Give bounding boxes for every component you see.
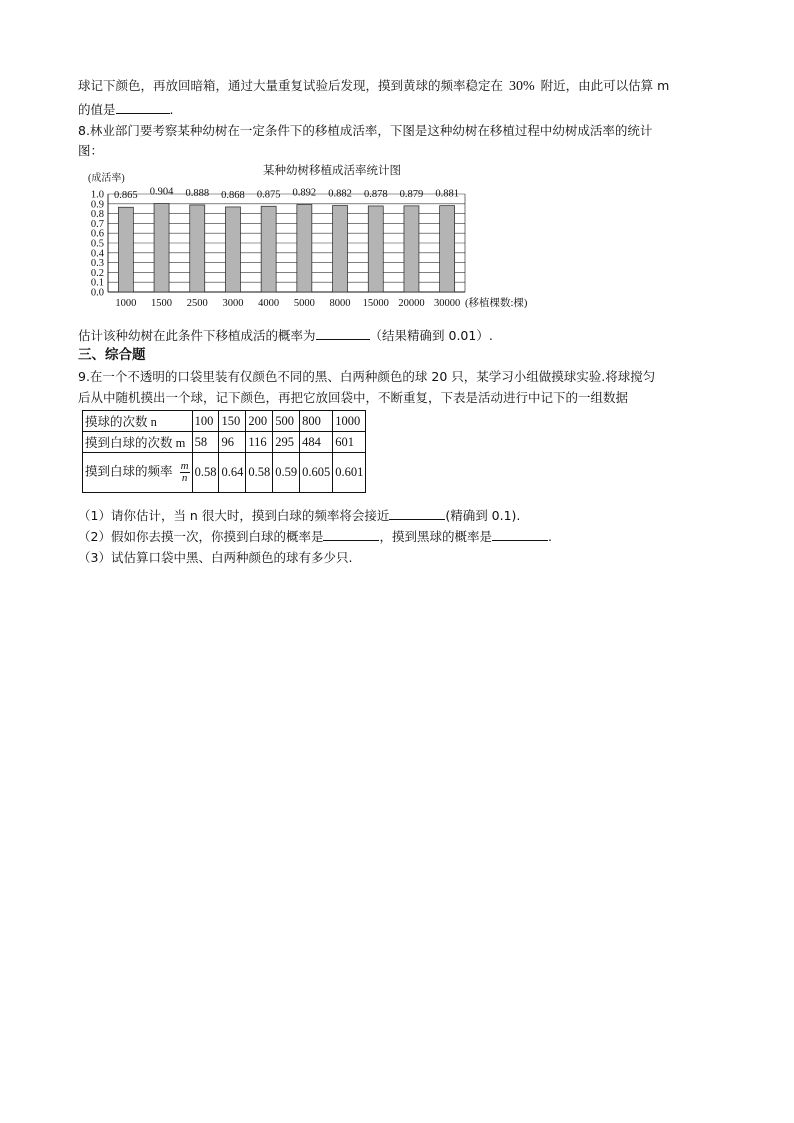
q7-text-end: 附近，由此可以估算 m — [540, 78, 670, 93]
q9-line-1: 9.在一个不透明的口袋里装有仅颜色不同的黑、白两种颜色的球 20 只，某学习小组做摸球实验.将球搅匀 — [78, 369, 656, 384]
chart-y-tick-label: 0.2 — [90, 267, 104, 279]
row-header-draw-count: 摸球的次数 n — [83, 411, 193, 432]
q9-sub2-mid: ，摸到黑球的概率是 — [379, 529, 492, 544]
q8-line-1: 8.林业部门要考察某种幼树在一定条件下的移植成活率，下图是这种幼树在移植过程中幼树成活率的统计 — [78, 123, 653, 138]
table-cell: 500 — [273, 411, 300, 432]
table-cell: 484 — [300, 432, 333, 453]
chart-y-tick-label: 0.7 — [90, 218, 104, 230]
chart-value-label: 0.892 — [292, 187, 317, 199]
chart-value-label: 0.875 — [256, 189, 281, 201]
chart-x-axis-label: (移植棵数:棵) — [465, 298, 528, 309]
chart-bar — [297, 205, 312, 292]
chart-x-tick-label: 30000 — [434, 298, 461, 309]
q9-sub2-suffix: . — [547, 529, 552, 544]
chart-y-tick-label: 1.0 — [90, 189, 104, 201]
chart-bar — [368, 206, 383, 292]
q9-sub-2 — [78, 528, 552, 545]
table-cell: 0.64 — [219, 453, 246, 493]
chart-x-tick-label: 20000 — [398, 298, 425, 309]
chart-x-tick-labels — [115, 298, 460, 309]
fraction-denominator: n — [181, 472, 188, 484]
q8-question-line — [78, 327, 493, 344]
q7-percent: 30% — [509, 79, 535, 94]
q8-question-suffix: （结果精确到 0.01）. — [369, 328, 493, 343]
chart-y-tick-label: 0.0 — [90, 287, 104, 299]
chart-x-tick-label: 5000 — [293, 298, 315, 309]
chart-x-tick-label: 15000 — [362, 298, 389, 309]
q9-line-2: 后从中随机摸出一个球，记下颜色，再把它放回袋中，不断重复，下表是活动进行中记下的一组数据 — [78, 390, 629, 405]
q9-sub-1 — [78, 507, 520, 524]
frequency-label: 摸到白球的频率 — [85, 464, 173, 479]
q9-sub2-blank-white[interactable] — [323, 528, 379, 541]
q7-text: 球记下颜色，再放回暗箱，通过大量重复试验后发现，摸到黄球的频率稳定在 — [78, 78, 504, 93]
chart-bar — [261, 206, 276, 292]
chart-y-axis-label: (成活率) — [88, 173, 125, 184]
q8-line-2: 图： — [78, 143, 104, 158]
chart-y-tick-label: 0.3 — [90, 258, 104, 270]
table-cell: 96 — [219, 432, 246, 453]
table-cell: 58 — [192, 432, 219, 453]
table-cell: 1000 — [333, 411, 366, 432]
q7-answer-prefix: 的值是 — [78, 102, 116, 117]
chart-y-ticks — [91, 190, 105, 299]
chart-y-tick-label: 0.6 — [90, 228, 104, 240]
table-cell: 0.59 — [273, 453, 300, 493]
table-cell: 0.605 — [300, 453, 333, 493]
q9-sub1-prefix: （1）请你估计，当 n 很大时，摸到白球的频率将会接近 — [78, 508, 390, 523]
chart-value-label: 0.868 — [221, 189, 245, 201]
table-cell: 295 — [273, 432, 300, 453]
survival-rate-bar-chart — [78, 162, 548, 312]
q7-line-1 — [78, 78, 669, 95]
chart-value-label: 0.865 — [114, 190, 138, 202]
q8-question-prefix: 估计该种幼树在此条件下移植成活的概率为 — [78, 328, 316, 343]
table-cell: 0.58 — [246, 453, 273, 493]
table-cell: 601 — [333, 432, 366, 453]
table-cell: 0.601 — [333, 453, 366, 493]
table-cell: 0.58 — [192, 453, 219, 493]
chart-bar — [333, 206, 348, 292]
chart-x-tick-label: 4000 — [258, 298, 280, 309]
chart-x-tick-label: 8000 — [329, 298, 351, 309]
q7-answer-blank[interactable] — [116, 101, 170, 114]
chart-value-label: 0.881 — [435, 188, 459, 200]
chart-bar — [225, 207, 240, 292]
q9-sub-3: （3）试估算口袋中黑、白两种颜色的球有多少只. — [78, 550, 353, 565]
table-row — [83, 453, 366, 493]
chart-x-tick-label: 1500 — [151, 298, 173, 309]
chart-value-label: 0.879 — [399, 188, 424, 200]
fraction-m-over-n — [180, 461, 190, 484]
table-cell: 800 — [300, 411, 333, 432]
table-cell: 150 — [219, 411, 246, 432]
fraction-numerator: m — [180, 460, 189, 472]
row-header-white-count: 摸到白球的次数 m — [83, 432, 193, 453]
chart-bars — [118, 203, 454, 292]
chart-bar — [118, 207, 133, 292]
q7-line-2 — [78, 101, 174, 118]
table-row — [83, 432, 366, 453]
table-cell: 100 — [192, 411, 219, 432]
q9-sub1-suffix: (精确到 0.1). — [445, 508, 521, 523]
chart-x-tick-label: 3000 — [222, 298, 244, 309]
ball-draw-data-table — [82, 410, 366, 493]
chart-value-label: 0.888 — [185, 187, 210, 199]
chart-x-tick-label: 2500 — [186, 298, 208, 309]
chart-y-tick-label: 0.1 — [90, 277, 104, 289]
chart-y-tick-label: 0.8 — [90, 209, 104, 221]
chart-value-label: 0.904 — [149, 186, 174, 198]
chart-bar — [154, 203, 169, 292]
table-row — [83, 411, 366, 432]
chart-bar — [404, 206, 419, 292]
table-cell: 116 — [246, 432, 273, 453]
section-heading: 三、综合题 — [78, 347, 146, 363]
chart-y-tick-label: 0.9 — [90, 199, 104, 211]
chart-x-tick-label: 1000 — [115, 298, 137, 309]
q9-sub2-blank-black[interactable] — [492, 528, 548, 541]
chart-value-label: 0.878 — [363, 188, 388, 200]
q8-answer-blank[interactable] — [316, 327, 370, 340]
q7-answer-suffix: . — [169, 102, 174, 117]
q9-sub1-blank[interactable] — [389, 507, 445, 520]
chart-value-label: 0.882 — [328, 188, 352, 200]
chart-title: 某种幼树移植成活率统计图 — [263, 165, 401, 177]
chart-bar — [190, 205, 205, 292]
chart-y-tick-label: 0.4 — [90, 248, 104, 260]
row-header-white-frequency — [83, 453, 193, 493]
chart-y-tick-label: 0.5 — [90, 238, 104, 250]
table-cell: 200 — [246, 411, 273, 432]
q9-sub2-prefix: （2）假如你去摸一次，你摸到白球的概率是 — [78, 529, 324, 544]
chart-bar — [440, 206, 455, 292]
